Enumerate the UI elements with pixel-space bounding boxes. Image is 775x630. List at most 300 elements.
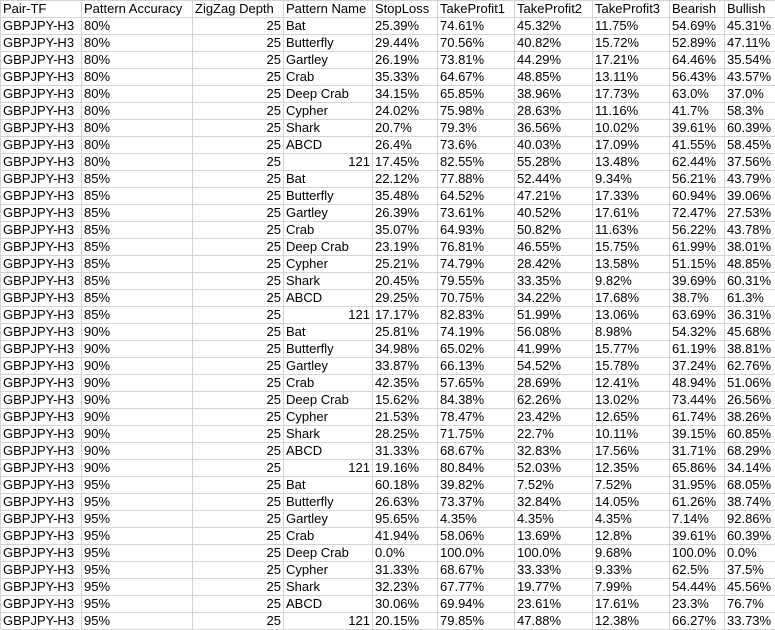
cell-bullish[interactable]: 68.29%	[725, 443, 775, 460]
cell-pair-tf[interactable]: GBPJPY-H3	[1, 477, 82, 494]
cell-zigzag-depth[interactable]: 25	[193, 443, 284, 460]
cell-stoploss[interactable]: 21.53%	[373, 409, 438, 426]
cell-pattern-accuracy[interactable]: 95%	[82, 494, 193, 511]
cell-pattern-name[interactable]: Butterfly	[284, 188, 373, 205]
cell-takeprofit2[interactable]: 22.7%	[515, 426, 593, 443]
cell-bullish[interactable]: 51.06%	[725, 375, 775, 392]
cell-takeprofit1[interactable]: 74.61%	[438, 18, 515, 35]
cell-takeprofit1[interactable]: 79.55%	[438, 273, 515, 290]
cell-stoploss[interactable]: 20.7%	[373, 120, 438, 137]
cell-pair-tf[interactable]: GBPJPY-H3	[1, 103, 82, 120]
cell-zigzag-depth[interactable]: 25	[193, 205, 284, 222]
header-cell-bullish[interactable]: Bullish	[725, 1, 775, 18]
cell-bearish[interactable]: 52.89%	[670, 35, 725, 52]
cell-stoploss[interactable]: 22.12%	[373, 171, 438, 188]
cell-pattern-name[interactable]: Butterfly	[284, 35, 373, 52]
cell-bearish[interactable]: 39.15%	[670, 426, 725, 443]
cell-pair-tf[interactable]: GBPJPY-H3	[1, 154, 82, 171]
cell-pattern-accuracy[interactable]: 85%	[82, 205, 193, 222]
cell-pattern-accuracy[interactable]: 85%	[82, 188, 193, 205]
cell-pattern-name[interactable]: Crab	[284, 222, 373, 239]
cell-bearish[interactable]: 65.86%	[670, 460, 725, 477]
cell-takeprofit2[interactable]: 47.88%	[515, 613, 593, 630]
cell-pattern-accuracy[interactable]: 90%	[82, 426, 193, 443]
cell-stoploss[interactable]: 25.81%	[373, 324, 438, 341]
cell-takeprofit1[interactable]: 70.56%	[438, 35, 515, 52]
cell-pair-tf[interactable]: GBPJPY-H3	[1, 290, 82, 307]
cell-pattern-name[interactable]: ABCD	[284, 443, 373, 460]
cell-zigzag-depth[interactable]: 25	[193, 171, 284, 188]
cell-pair-tf[interactable]: GBPJPY-H3	[1, 494, 82, 511]
cell-pattern-name[interactable]: Gartley	[284, 205, 373, 222]
cell-takeprofit2[interactable]: 28.63%	[515, 103, 593, 120]
cell-pair-tf[interactable]: GBPJPY-H3	[1, 562, 82, 579]
cell-pattern-accuracy[interactable]: 95%	[82, 579, 193, 596]
cell-pair-tf[interactable]: GBPJPY-H3	[1, 239, 82, 256]
cell-pattern-accuracy[interactable]: 85%	[82, 273, 193, 290]
cell-pattern-accuracy[interactable]: 90%	[82, 358, 193, 375]
cell-takeprofit1[interactable]: 82.83%	[438, 307, 515, 324]
cell-takeprofit2[interactable]: 52.44%	[515, 171, 593, 188]
cell-takeprofit3[interactable]: 17.68%	[593, 290, 670, 307]
cell-takeprofit3[interactable]: 13.11%	[593, 69, 670, 86]
cell-bullish[interactable]: 62.76%	[725, 358, 775, 375]
cell-zigzag-depth[interactable]: 25	[193, 256, 284, 273]
cell-stoploss[interactable]: 26.4%	[373, 137, 438, 154]
cell-pattern-name[interactable]: ABCD	[284, 596, 373, 613]
cell-takeprofit3[interactable]: 13.58%	[593, 256, 670, 273]
cell-takeprofit2[interactable]: 7.52%	[515, 477, 593, 494]
cell-takeprofit1[interactable]: 73.6%	[438, 137, 515, 154]
cell-pair-tf[interactable]: GBPJPY-H3	[1, 375, 82, 392]
cell-bullish[interactable]: 43.57%	[725, 69, 775, 86]
cell-bullish[interactable]: 60.31%	[725, 273, 775, 290]
cell-zigzag-depth[interactable]: 25	[193, 426, 284, 443]
cell-takeprofit2[interactable]: 55.28%	[515, 154, 593, 171]
cell-bearish[interactable]: 62.44%	[670, 154, 725, 171]
cell-pattern-name[interactable]: Cypher	[284, 256, 373, 273]
cell-bullish[interactable]: 47.11%	[725, 35, 775, 52]
cell-pattern-accuracy[interactable]: 80%	[82, 137, 193, 154]
cell-takeprofit3[interactable]: 13.48%	[593, 154, 670, 171]
cell-stoploss[interactable]: 25.39%	[373, 18, 438, 35]
header-cell-stoploss[interactable]: StopLoss	[373, 1, 438, 18]
cell-pair-tf[interactable]: GBPJPY-H3	[1, 443, 82, 460]
cell-takeprofit2[interactable]: 52.03%	[515, 460, 593, 477]
cell-takeprofit2[interactable]: 13.69%	[515, 528, 593, 545]
cell-bearish[interactable]: 56.43%	[670, 69, 725, 86]
cell-stoploss[interactable]: 33.87%	[373, 358, 438, 375]
cell-pair-tf[interactable]: GBPJPY-H3	[1, 392, 82, 409]
cell-pair-tf[interactable]: GBPJPY-H3	[1, 256, 82, 273]
cell-takeprofit3[interactable]: 9.82%	[593, 273, 670, 290]
cell-bearish[interactable]: 39.61%	[670, 120, 725, 137]
cell-pair-tf[interactable]: GBPJPY-H3	[1, 511, 82, 528]
cell-pattern-accuracy[interactable]: 80%	[82, 120, 193, 137]
cell-zigzag-depth[interactable]: 25	[193, 188, 284, 205]
cell-pattern-accuracy[interactable]: 90%	[82, 341, 193, 358]
cell-stoploss[interactable]: 31.33%	[373, 562, 438, 579]
cell-takeprofit1[interactable]: 77.88%	[438, 171, 515, 188]
cell-stoploss[interactable]: 25.21%	[373, 256, 438, 273]
cell-takeprofit2[interactable]: 54.52%	[515, 358, 593, 375]
cell-pair-tf[interactable]: GBPJPY-H3	[1, 528, 82, 545]
cell-pattern-name[interactable]: Gartley	[284, 511, 373, 528]
cell-takeprofit3[interactable]: 13.02%	[593, 392, 670, 409]
cell-pair-tf[interactable]: GBPJPY-H3	[1, 18, 82, 35]
cell-pattern-name[interactable]: Crab	[284, 375, 373, 392]
cell-bearish[interactable]: 56.22%	[670, 222, 725, 239]
cell-pair-tf[interactable]: GBPJPY-H3	[1, 579, 82, 596]
cell-bullish[interactable]: 76.7%	[725, 596, 775, 613]
header-cell-takeprofit2[interactable]: TakeProfit2	[515, 1, 593, 18]
header-cell-pattern-name[interactable]: Pattern Name	[284, 1, 373, 18]
cell-pattern-accuracy[interactable]: 80%	[82, 103, 193, 120]
cell-bearish[interactable]: 60.94%	[670, 188, 725, 205]
cell-zigzag-depth[interactable]: 25	[193, 596, 284, 613]
cell-takeprofit1[interactable]: 39.82%	[438, 477, 515, 494]
cell-takeprofit2[interactable]: 28.69%	[515, 375, 593, 392]
header-cell-bearish[interactable]: Bearish	[670, 1, 725, 18]
cell-pattern-name[interactable]: Gartley	[284, 358, 373, 375]
cell-zigzag-depth[interactable]: 25	[193, 18, 284, 35]
cell-zigzag-depth[interactable]: 25	[193, 154, 284, 171]
cell-bearish[interactable]: 23.3%	[670, 596, 725, 613]
cell-takeprofit2[interactable]: 23.61%	[515, 596, 593, 613]
cell-pair-tf[interactable]: GBPJPY-H3	[1, 307, 82, 324]
cell-pattern-accuracy[interactable]: 80%	[82, 35, 193, 52]
cell-takeprofit1[interactable]: 64.52%	[438, 188, 515, 205]
cell-pattern-name[interactable]: Bat	[284, 18, 373, 35]
cell-pattern-name[interactable]: Deep Crab	[284, 392, 373, 409]
cell-takeprofit2[interactable]: 36.56%	[515, 120, 593, 137]
cell-bearish[interactable]: 7.14%	[670, 511, 725, 528]
cell-bullish[interactable]: 35.54%	[725, 52, 775, 69]
cell-stoploss[interactable]: 19.16%	[373, 460, 438, 477]
cell-bullish[interactable]: 38.26%	[725, 409, 775, 426]
cell-takeprofit3[interactable]: 13.06%	[593, 307, 670, 324]
cell-takeprofit1[interactable]: 75.98%	[438, 103, 515, 120]
cell-pattern-accuracy[interactable]: 80%	[82, 18, 193, 35]
cell-takeprofit3[interactable]: 17.61%	[593, 205, 670, 222]
cell-takeprofit2[interactable]: 19.77%	[515, 579, 593, 596]
cell-takeprofit1[interactable]: 58.06%	[438, 528, 515, 545]
cell-bearish[interactable]: 41.55%	[670, 137, 725, 154]
cell-zigzag-depth[interactable]: 25	[193, 409, 284, 426]
cell-zigzag-depth[interactable]: 25	[193, 460, 284, 477]
cell-takeprofit3[interactable]: 4.35%	[593, 511, 670, 528]
cell-takeprofit2[interactable]: 62.26%	[515, 392, 593, 409]
cell-bullish[interactable]: 36.31%	[725, 307, 775, 324]
cell-pattern-accuracy[interactable]: 85%	[82, 290, 193, 307]
cell-pattern-name[interactable]: Deep Crab	[284, 86, 373, 103]
cell-takeprofit3[interactable]: 12.8%	[593, 528, 670, 545]
cell-pattern-name[interactable]: Butterfly	[284, 494, 373, 511]
cell-takeprofit1[interactable]: 66.13%	[438, 358, 515, 375]
cell-pattern-accuracy[interactable]: 90%	[82, 375, 193, 392]
cell-takeprofit2[interactable]: 4.35%	[515, 511, 593, 528]
cell-bullish[interactable]: 27.53%	[725, 205, 775, 222]
cell-stoploss[interactable]: 35.07%	[373, 222, 438, 239]
cell-pattern-accuracy[interactable]: 80%	[82, 86, 193, 103]
cell-takeprofit3[interactable]: 15.72%	[593, 35, 670, 52]
cell-bearish[interactable]: 61.99%	[670, 239, 725, 256]
cell-takeprofit2[interactable]: 40.52%	[515, 205, 593, 222]
cell-takeprofit1[interactable]: 73.37%	[438, 494, 515, 511]
cell-bearish[interactable]: 72.47%	[670, 205, 725, 222]
cell-pattern-accuracy[interactable]: 90%	[82, 392, 193, 409]
cell-zigzag-depth[interactable]: 25	[193, 222, 284, 239]
cell-pair-tf[interactable]: GBPJPY-H3	[1, 86, 82, 103]
cell-zigzag-depth[interactable]: 25	[193, 494, 284, 511]
cell-pattern-accuracy[interactable]: 90%	[82, 324, 193, 341]
cell-stoploss[interactable]: 34.98%	[373, 341, 438, 358]
cell-pattern-name[interactable]: Deep Crab	[284, 545, 373, 562]
cell-bullish[interactable]: 60.85%	[725, 426, 775, 443]
cell-takeprofit3[interactable]: 17.56%	[593, 443, 670, 460]
cell-takeprofit1[interactable]: 84.38%	[438, 392, 515, 409]
cell-bullish[interactable]: 34.14%	[725, 460, 775, 477]
cell-bearish[interactable]: 61.74%	[670, 409, 725, 426]
cell-pattern-name[interactable]: Bat	[284, 477, 373, 494]
cell-stoploss[interactable]: 20.15%	[373, 613, 438, 630]
cell-zigzag-depth[interactable]: 25	[193, 545, 284, 562]
cell-zigzag-depth[interactable]: 25	[193, 579, 284, 596]
cell-pair-tf[interactable]: GBPJPY-H3	[1, 120, 82, 137]
cell-bullish[interactable]: 58.45%	[725, 137, 775, 154]
cell-bullish[interactable]: 26.56%	[725, 392, 775, 409]
cell-takeprofit1[interactable]: 64.93%	[438, 222, 515, 239]
cell-pattern-accuracy[interactable]: 90%	[82, 460, 193, 477]
cell-bearish[interactable]: 63.0%	[670, 86, 725, 103]
cell-pattern-name[interactable]: Shark	[284, 273, 373, 290]
cell-takeprofit2[interactable]: 48.85%	[515, 69, 593, 86]
cell-takeprofit1[interactable]: 78.47%	[438, 409, 515, 426]
cell-bearish[interactable]: 37.24%	[670, 358, 725, 375]
cell-pattern-accuracy[interactable]: 85%	[82, 222, 193, 239]
cell-takeprofit3[interactable]: 15.75%	[593, 239, 670, 256]
cell-pattern-name[interactable]: 121	[284, 307, 373, 324]
cell-pair-tf[interactable]: GBPJPY-H3	[1, 596, 82, 613]
cell-takeprofit1[interactable]: 68.67%	[438, 443, 515, 460]
cell-bullish[interactable]: 43.79%	[725, 171, 775, 188]
cell-takeprofit1[interactable]: 64.67%	[438, 69, 515, 86]
cell-bullish[interactable]: 0.0%	[725, 545, 775, 562]
cell-pair-tf[interactable]: GBPJPY-H3	[1, 205, 82, 222]
cell-stoploss[interactable]: 26.19%	[373, 52, 438, 69]
cell-takeprofit3[interactable]: 17.61%	[593, 596, 670, 613]
cell-zigzag-depth[interactable]: 25	[193, 239, 284, 256]
cell-bearish[interactable]: 51.15%	[670, 256, 725, 273]
cell-takeprofit3[interactable]: 12.41%	[593, 375, 670, 392]
cell-pattern-accuracy[interactable]: 95%	[82, 562, 193, 579]
cell-zigzag-depth[interactable]: 25	[193, 341, 284, 358]
cell-takeprofit1[interactable]: 68.67%	[438, 562, 515, 579]
cell-pattern-accuracy[interactable]: 95%	[82, 596, 193, 613]
cell-zigzag-depth[interactable]: 25	[193, 528, 284, 545]
cell-pattern-accuracy[interactable]: 95%	[82, 613, 193, 630]
cell-zigzag-depth[interactable]: 25	[193, 613, 284, 630]
cell-pattern-name[interactable]: Bat	[284, 324, 373, 341]
cell-takeprofit3[interactable]: 12.65%	[593, 409, 670, 426]
cell-pattern-name[interactable]: 121	[284, 154, 373, 171]
cell-pattern-accuracy[interactable]: 95%	[82, 477, 193, 494]
cell-pair-tf[interactable]: GBPJPY-H3	[1, 35, 82, 52]
cell-zigzag-depth[interactable]: 25	[193, 562, 284, 579]
cell-pattern-accuracy[interactable]: 85%	[82, 171, 193, 188]
cell-takeprofit3[interactable]: 7.99%	[593, 579, 670, 596]
cell-takeprofit2[interactable]: 23.42%	[515, 409, 593, 426]
cell-pattern-name[interactable]: Crab	[284, 528, 373, 545]
cell-takeprofit3[interactable]: 15.77%	[593, 341, 670, 358]
cell-zigzag-depth[interactable]: 25	[193, 324, 284, 341]
cell-zigzag-depth[interactable]: 25	[193, 511, 284, 528]
cell-pair-tf[interactable]: GBPJPY-H3	[1, 273, 82, 290]
cell-zigzag-depth[interactable]: 25	[193, 358, 284, 375]
cell-stoploss[interactable]: 23.19%	[373, 239, 438, 256]
cell-pattern-name[interactable]: Bat	[284, 171, 373, 188]
cell-takeprofit2[interactable]: 51.99%	[515, 307, 593, 324]
cell-pattern-name[interactable]: 121	[284, 460, 373, 477]
cell-bullish[interactable]: 58.3%	[725, 103, 775, 120]
cell-pattern-accuracy[interactable]: 95%	[82, 511, 193, 528]
cell-stoploss[interactable]: 29.25%	[373, 290, 438, 307]
cell-pair-tf[interactable]: GBPJPY-H3	[1, 188, 82, 205]
cell-takeprofit2[interactable]: 44.29%	[515, 52, 593, 69]
cell-bearish[interactable]: 31.71%	[670, 443, 725, 460]
cell-stoploss[interactable]: 42.35%	[373, 375, 438, 392]
cell-takeprofit2[interactable]: 33.33%	[515, 562, 593, 579]
cell-zigzag-depth[interactable]: 25	[193, 307, 284, 324]
cell-pattern-name[interactable]: ABCD	[284, 290, 373, 307]
cell-bearish[interactable]: 54.44%	[670, 579, 725, 596]
cell-pattern-accuracy[interactable]: 80%	[82, 154, 193, 171]
cell-stoploss[interactable]: 20.45%	[373, 273, 438, 290]
cell-zigzag-depth[interactable]: 25	[193, 103, 284, 120]
cell-takeprofit1[interactable]: 71.75%	[438, 426, 515, 443]
cell-bullish[interactable]: 45.56%	[725, 579, 775, 596]
cell-pattern-name[interactable]: Cypher	[284, 103, 373, 120]
cell-stoploss[interactable]: 17.17%	[373, 307, 438, 324]
cell-takeprofit1[interactable]: 73.81%	[438, 52, 515, 69]
cell-stoploss[interactable]: 28.25%	[373, 426, 438, 443]
cell-stoploss[interactable]: 60.18%	[373, 477, 438, 494]
cell-takeprofit2[interactable]: 45.32%	[515, 18, 593, 35]
cell-pair-tf[interactable]: GBPJPY-H3	[1, 324, 82, 341]
cell-takeprofit2[interactable]: 100.0%	[515, 545, 593, 562]
cell-takeprofit1[interactable]: 79.85%	[438, 613, 515, 630]
cell-pair-tf[interactable]: GBPJPY-H3	[1, 460, 82, 477]
cell-pattern-name[interactable]: Shark	[284, 426, 373, 443]
cell-pattern-accuracy[interactable]: 80%	[82, 52, 193, 69]
header-cell-pair-tf[interactable]: Pair-TF	[1, 1, 82, 18]
cell-takeprofit1[interactable]: 82.55%	[438, 154, 515, 171]
cell-takeprofit1[interactable]: 76.81%	[438, 239, 515, 256]
cell-pair-tf[interactable]: GBPJPY-H3	[1, 358, 82, 375]
cell-pair-tf[interactable]: GBPJPY-H3	[1, 137, 82, 154]
cell-takeprofit3[interactable]: 7.52%	[593, 477, 670, 494]
header-cell-pattern-accuracy[interactable]: Pattern Accuracy	[82, 1, 193, 18]
cell-takeprofit3[interactable]: 11.63%	[593, 222, 670, 239]
cell-pattern-accuracy[interactable]: 85%	[82, 239, 193, 256]
cell-takeprofit1[interactable]: 73.61%	[438, 205, 515, 222]
cell-takeprofit2[interactable]: 40.82%	[515, 35, 593, 52]
cell-bearish[interactable]: 64.46%	[670, 52, 725, 69]
cell-pattern-accuracy[interactable]: 80%	[82, 69, 193, 86]
cell-stoploss[interactable]: 26.39%	[373, 205, 438, 222]
cell-stoploss[interactable]: 15.62%	[373, 392, 438, 409]
cell-takeprofit1[interactable]: 65.02%	[438, 341, 515, 358]
cell-bullish[interactable]: 33.73%	[725, 613, 775, 630]
cell-bullish[interactable]: 43.78%	[725, 222, 775, 239]
cell-bearish[interactable]: 66.27%	[670, 613, 725, 630]
cell-stoploss[interactable]: 32.23%	[373, 579, 438, 596]
cell-zigzag-depth[interactable]: 25	[193, 35, 284, 52]
cell-takeprofit1[interactable]: 69.94%	[438, 596, 515, 613]
cell-takeprofit1[interactable]: 67.77%	[438, 579, 515, 596]
cell-zigzag-depth[interactable]: 25	[193, 273, 284, 290]
cell-takeprofit3[interactable]: 17.09%	[593, 137, 670, 154]
cell-pair-tf[interactable]: GBPJPY-H3	[1, 341, 82, 358]
cell-takeprofit2[interactable]: 41.99%	[515, 341, 593, 358]
cell-stoploss[interactable]: 34.15%	[373, 86, 438, 103]
cell-bullish[interactable]: 38.74%	[725, 494, 775, 511]
cell-takeprofit2[interactable]: 56.08%	[515, 324, 593, 341]
cell-pair-tf[interactable]: GBPJPY-H3	[1, 545, 82, 562]
cell-stoploss[interactable]: 29.44%	[373, 35, 438, 52]
cell-takeprofit1[interactable]: 74.79%	[438, 256, 515, 273]
cell-stoploss[interactable]: 35.33%	[373, 69, 438, 86]
cell-pattern-name[interactable]: 121	[284, 613, 373, 630]
cell-takeprofit1[interactable]: 4.35%	[438, 511, 515, 528]
cell-takeprofit3[interactable]: 9.68%	[593, 545, 670, 562]
cell-bearish[interactable]: 39.69%	[670, 273, 725, 290]
cell-bullish[interactable]: 60.39%	[725, 120, 775, 137]
cell-bearish[interactable]: 73.44%	[670, 392, 725, 409]
cell-pair-tf[interactable]: GBPJPY-H3	[1, 69, 82, 86]
cell-takeprofit3[interactable]: 11.16%	[593, 103, 670, 120]
cell-bullish[interactable]: 48.85%	[725, 256, 775, 273]
cell-pattern-accuracy[interactable]: 95%	[82, 545, 193, 562]
cell-stoploss[interactable]: 41.94%	[373, 528, 438, 545]
cell-stoploss[interactable]: 26.63%	[373, 494, 438, 511]
cell-pattern-accuracy[interactable]: 90%	[82, 443, 193, 460]
cell-takeprofit3[interactable]: 15.78%	[593, 358, 670, 375]
cell-zigzag-depth[interactable]: 25	[193, 52, 284, 69]
cell-bearish[interactable]: 61.19%	[670, 341, 725, 358]
cell-bullish[interactable]: 60.39%	[725, 528, 775, 545]
cell-stoploss[interactable]: 31.33%	[373, 443, 438, 460]
cell-takeprofit2[interactable]: 34.22%	[515, 290, 593, 307]
cell-zigzag-depth[interactable]: 25	[193, 137, 284, 154]
cell-pattern-name[interactable]: Deep Crab	[284, 239, 373, 256]
cell-takeprofit3[interactable]: 8.98%	[593, 324, 670, 341]
cell-pattern-name[interactable]: ABCD	[284, 137, 373, 154]
cell-bearish[interactable]: 41.7%	[670, 103, 725, 120]
cell-takeprofit3[interactable]: 14.05%	[593, 494, 670, 511]
cell-bullish[interactable]: 45.31%	[725, 18, 775, 35]
cell-takeprofit1[interactable]: 79.3%	[438, 120, 515, 137]
cell-bullish[interactable]: 37.0%	[725, 86, 775, 103]
cell-zigzag-depth[interactable]: 25	[193, 120, 284, 137]
cell-zigzag-depth[interactable]: 25	[193, 375, 284, 392]
cell-bullish[interactable]: 92.86%	[725, 511, 775, 528]
cell-pattern-accuracy[interactable]: 90%	[82, 409, 193, 426]
cell-pattern-name[interactable]: Crab	[284, 69, 373, 86]
cell-zigzag-depth[interactable]: 25	[193, 86, 284, 103]
cell-takeprofit3[interactable]: 17.33%	[593, 188, 670, 205]
cell-pair-tf[interactable]: GBPJPY-H3	[1, 222, 82, 239]
